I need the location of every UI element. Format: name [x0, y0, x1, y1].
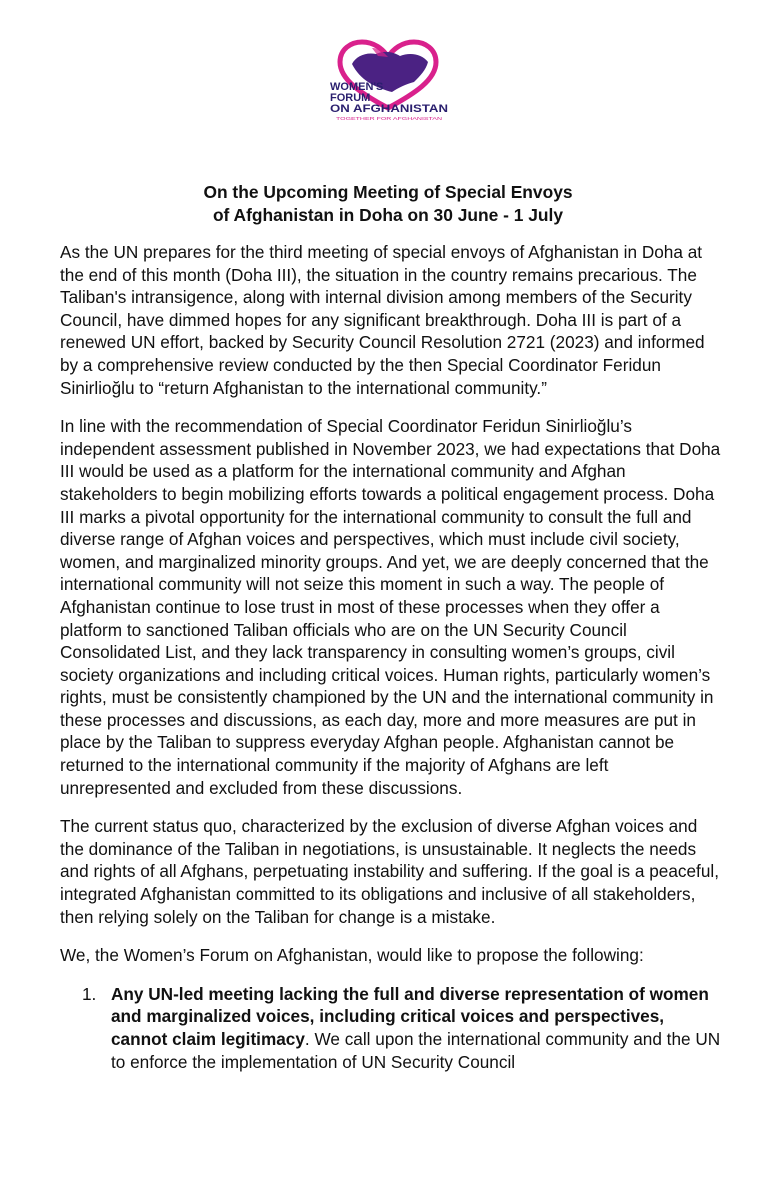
list-item — [60, 983, 722, 1073]
proposal-list — [60, 983, 722, 1073]
paragraph-2: In line with the recommendation of Special Coordinator Feridun Sinirlioğlu’s independent assessment published in November 2023, we had expectations that Doha III would be used as a platform for the international community and Afghan stakeholders to begin mobilizing efforts towards a political engagement process. Doha III marks a pivotal opportunity for the international community to consult the full and diverse range of Afghan voices and perspectives, which must include civil society, women, and marginalized minority groups. And yet, we are deeply concerned that the international community will not seize this moment in such a way. The people of Afghanistan continue to lose trust in most of these processes when they offer a platform to sanctioned Taliban officials who are on the UN Security Council Consolidated List, and they lack transparency in consulting women’s groups, civil society organizations and including critical voices. Human rights, particularly women’s rights, must be consistently championed by the UN and the international community in these processes and discussions, as each day, more and more measures are put in place by the Taliban to suppress everyday Afghan people. Afghanistan cannot be returned to the international community if the majority of Afghans are left unrepresented and excluded from these discussions. — [60, 416, 721, 798]
paragraph-4: We, the Women’s Forum on Afghanistan, would like to propose the following: — [60, 945, 644, 966]
title-line-2: of Afghanistan in Doha on 30 June - 1 July — [212, 205, 564, 225]
list-item-text: . We call upon the international community and the UN to enforce the implementation of UN Security Council — [111, 1029, 721, 1072]
statement-title — [60, 181, 716, 227]
list-item-bold-text: Any UN-led meeting lacking the full and diverse representation of women and marginalized voices, including critical voices and perspectives, cannot claim legitimacy — [111, 983, 709, 1049]
womens-forum-logo — [322, 38, 454, 124]
paragraph-1: As the UN prepares for the third meeting of special envoys of Afghanistan in Doha at the end of this month (Doha III), the situation in the country remains precarious. The Taliban's intransigence, along with internal division among members of the Security Council, have dimmed hopes for any significant breakthrough. Doha III is part of a renewed UN effort, backed by Security Council Resolution 2721 (2023) and informed by a comprehensive review conducted by the then Special Coordinator Feridun Sinirlioğlu to “return Afghanistan to the international community.” — [60, 242, 705, 398]
title-line-1: On the Upcoming Meeting of Special Envoys — [203, 182, 573, 202]
logo-line2: FORUM — [330, 92, 371, 104]
statement-body — [60, 241, 722, 1073]
paragraph-3: The current status quo, characterized by the exclusion of diverse Afghan voices and the dominance of the Taliban in negotiations, is unsustainable. It neglects the needs and rights of all Afghans, perpetuating instability and suffering. If the goal is a peaceful, integrated Afghanistan committed to its obligations and inclusive of all stakeholders, then relying solely on the Taliban for change is a mistake. — [60, 816, 719, 927]
logo-line1: WOMEN'S — [330, 81, 384, 93]
logo-line3: ON AFGHANISTAN — [330, 103, 449, 115]
list-item-number: 1. — [82, 983, 97, 1004]
logo-tagline: TOGETHER FOR AFGHANISTAN — [336, 116, 442, 121]
